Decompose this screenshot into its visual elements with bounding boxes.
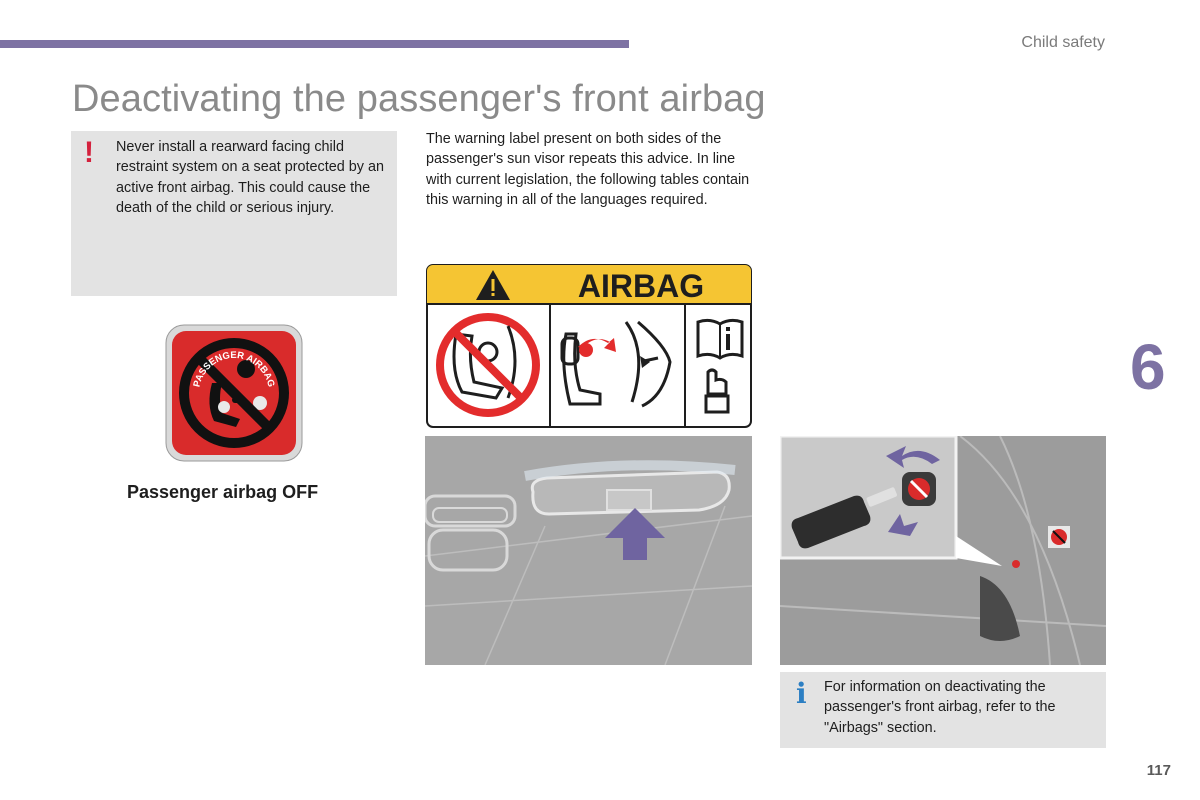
passenger-airbag-off-icon <box>164 323 304 463</box>
airbag-heading: AIRBAG <box>577 268 705 304</box>
sun-visor-photo <box>425 436 752 665</box>
chapter-name: Child safety <box>1021 34 1105 51</box>
airbag-warning-label <box>426 264 752 428</box>
page-number: 117 <box>1146 762 1171 779</box>
page-title: Deactivating the passenger's front airbag <box>72 78 766 120</box>
warning-text: Never install a rearward facing child restraint system on a seat protected by an active front airbag. This could cause the death of the child or serious injury. <box>116 139 384 217</box>
chapter-number: 6 <box>1130 331 1166 403</box>
intro-text: The warning label present on both sides of the passenger's sun visor repeats this advice. In line with current legislation, the following tables contain this warning in all of the languages required. <box>426 131 750 209</box>
info-icon: i <box>796 677 807 710</box>
exclamation-icon: ! <box>84 136 94 169</box>
no-rear-facing-seat-icon <box>440 317 536 413</box>
off-label-caption: Passenger airbag OFF <box>127 482 319 502</box>
switch-knob-icon <box>902 472 936 506</box>
header-accent-bar <box>0 40 629 48</box>
ring-text: PASSENGER AIRBAG <box>191 349 277 389</box>
info-text: For information on deactivating the passenger's front airbag, refer to the "Airbags" section. <box>824 679 1056 736</box>
airbag-key-switch-photo <box>780 436 1106 665</box>
